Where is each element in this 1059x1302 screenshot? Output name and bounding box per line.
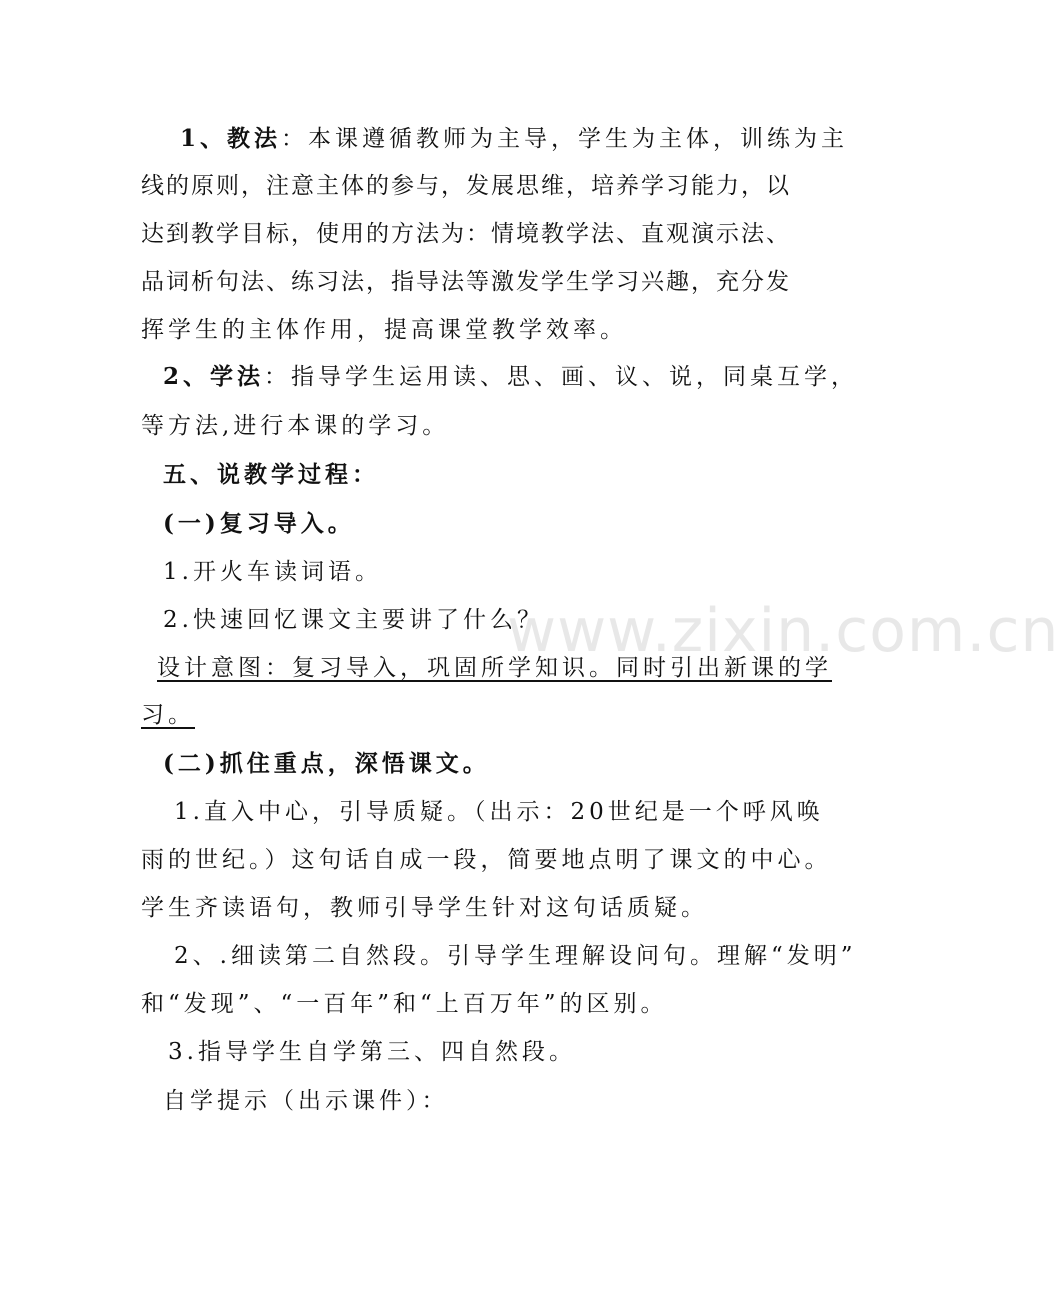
subsection-2-item-3: 3.指导学生自学第三、四自然段。 — [168, 1039, 576, 1065]
teaching-method-label: 1、教法 — [180, 125, 282, 152]
learning-method-text: ：指导学生运用读、思、画、议、说，同桌互学， — [264, 364, 859, 390]
self-study-prompt: 自学提示（出示课件）： — [163, 1088, 449, 1114]
teaching-method-line-2: 线的原则，注意主体的参与，发展思维，培养学习能力，以 — [141, 173, 789, 199]
subsection-2-item-2-line-2: 和“发现”、“一百年”和“上百万年”的区别。 — [141, 991, 668, 1017]
subsection-2-heading: (二)抓住重点，深悟课文。 — [163, 750, 490, 777]
design-intent-line-1: 设计意图：复习导入，巩固所学知识。同时引出新课的学 — [157, 655, 832, 681]
watermark: www.zixin.com.cn — [507, 596, 1059, 666]
design-intent-line-2: 习。 — [141, 702, 195, 728]
subsection-1-heading: (一)复习导入。 — [163, 510, 355, 537]
subsection-2-item-1-line-2: 雨的世纪。）这句话自成一段，简要地点明了课文的中心。 — [141, 847, 832, 873]
learning-method-line-2: 等方法,进行本课的学习。 — [141, 413, 450, 439]
subsection-2-item-1-line-3: 学生齐读语句，教师引导学生针对这句话质疑。 — [141, 895, 708, 921]
teaching-method-line-3: 达到教学目标，使用的方法为：情境教学法、直观演示法、 — [141, 221, 789, 247]
subsection-1-item-1: 1.开火车读词语。 — [163, 559, 382, 585]
teaching-method-line-4: 品词析句法、练习法，指导法等激发学生学习兴趣，充分发 — [141, 269, 789, 295]
learning-method-line-1 — [163, 362, 858, 392]
subsection-2-item-2-line-1: 2、.细读第二自然段。引导学生理解设问句。理解“发明” — [174, 943, 857, 969]
subsection-2-item-1-line-1: 1.直入中心，引导质疑。（出示：20世纪是一个呼风唤 — [174, 799, 824, 825]
learning-method-label: 2、学法 — [163, 363, 265, 390]
teaching-method-line-1 — [180, 124, 848, 154]
subsection-1-item-2: 2.快速回忆课文主要讲了什么？ — [163, 607, 544, 633]
section-heading: 五、说教学过程： — [163, 461, 379, 488]
teaching-method-text: ：本课遵循教师为主导，学生为主体，训练为主 — [281, 126, 849, 152]
teaching-method-line-5: 挥学生的主体作用，提高课堂教学效率。 — [141, 317, 627, 343]
